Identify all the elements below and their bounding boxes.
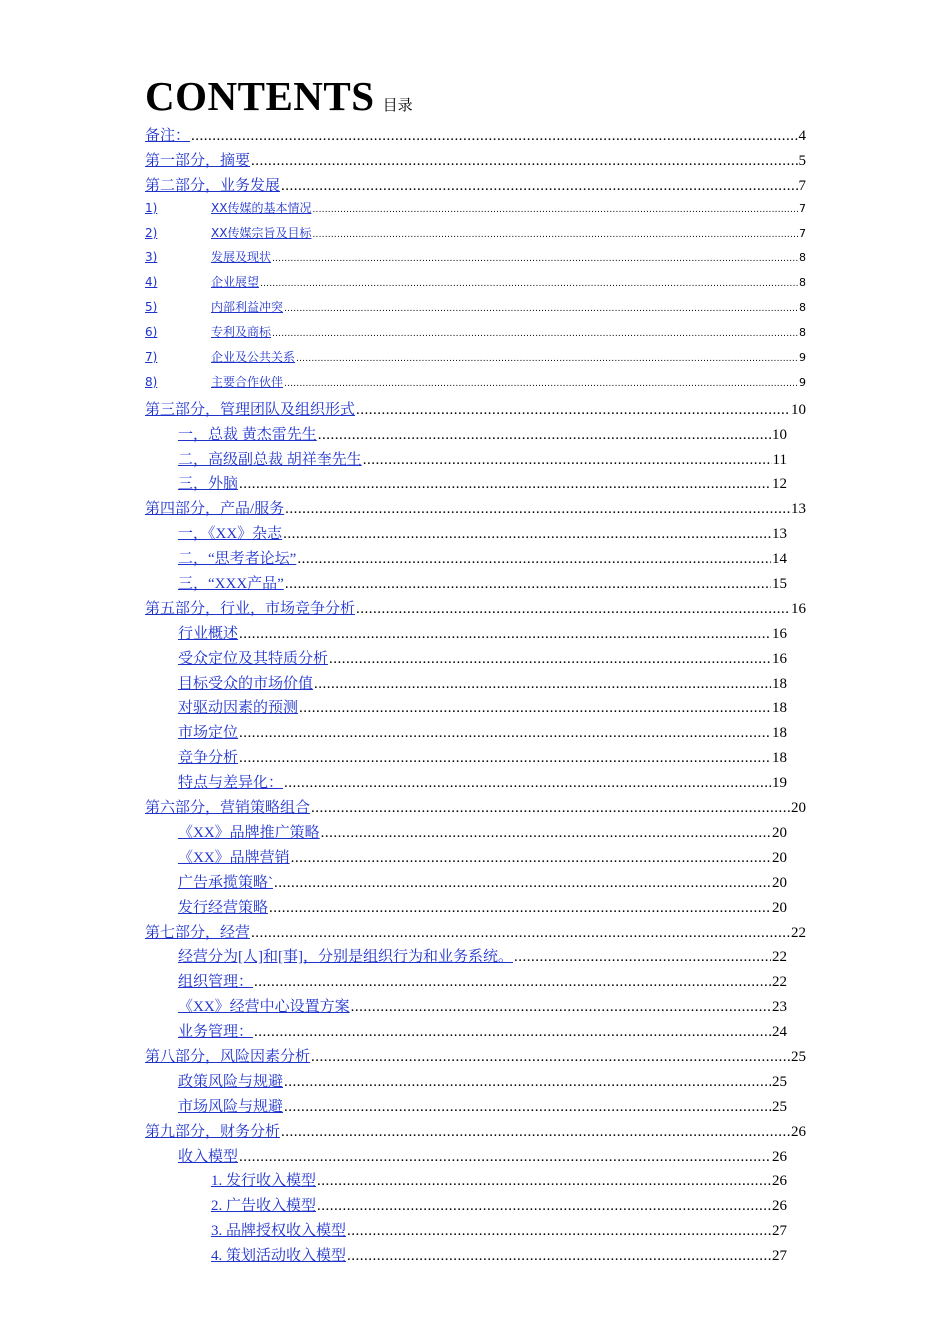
toc-dot-leader [281, 1124, 790, 1141]
toc-entry-link[interactable]: 一，《XX》杂志 [178, 526, 283, 543]
toc-entry-link[interactable]: XX传媒宗旨及目标 [211, 225, 312, 240]
contents-subtitle: 目录 [382, 96, 413, 114]
toc-page-number: 8 [799, 276, 806, 290]
toc-entry-number[interactable]: 1) [145, 200, 158, 215]
toc-entry-link[interactable]: 第七部分，经营 [145, 924, 251, 941]
toc-entry[interactable] [0, 572, 950, 597]
toc-dot-leader [191, 128, 797, 145]
toc-page-number: 18 [772, 700, 787, 717]
toc-entry-link[interactable]: 组织管理： [178, 974, 254, 991]
toc-page-number: 18 [772, 725, 787, 742]
toc-page-number: 25 [772, 1098, 787, 1115]
toc-entry[interactable] [0, 647, 950, 672]
toc-entry-number[interactable]: 2) [145, 225, 158, 240]
toc-entry[interactable] [0, 497, 950, 522]
toc-entry-link[interactable]: 1. 发行收入模型 [211, 1173, 317, 1190]
toc-dot-leader [347, 1223, 771, 1240]
toc-entry-link[interactable]: 政策风险与规避 [178, 1073, 284, 1090]
toc-dot-leader [284, 304, 798, 314]
toc-page-number: 13 [772, 526, 787, 543]
toc-page-number: 10 [791, 401, 806, 418]
toc-dot-leader [284, 379, 798, 389]
toc-entry-link[interactable]: 目标受众的市场价值 [178, 675, 314, 692]
toc-page-number: 26 [772, 1173, 787, 1190]
toc-page-number: 7 [798, 177, 806, 194]
toc-dot-leader [269, 900, 771, 917]
toc-entry[interactable] [0, 771, 950, 796]
toc-entry[interactable] [0, 995, 950, 1020]
toc-dot-leader [514, 949, 771, 966]
toc-entry-link[interactable]: 受众定位及其特质分析 [178, 650, 329, 667]
toc-page-number: 25 [772, 1073, 787, 1090]
toc-dot-leader [251, 925, 790, 942]
toc-entry-number[interactable]: 7) [145, 350, 158, 365]
toc-entry-link[interactable]: 3. 品牌授权收入模型 [211, 1223, 347, 1240]
toc-entry[interactable] [0, 1120, 950, 1145]
toc-dot-leader [356, 601, 790, 618]
toc-entry-link[interactable]: 2. 广告收入模型 [211, 1198, 317, 1215]
toc-page-number: 9 [799, 375, 806, 389]
toc-entry-link[interactable]: 专利及商标 [211, 325, 272, 340]
toc-page-number: 20 [772, 874, 787, 891]
toc-page-number: 27 [772, 1248, 787, 1265]
toc-entry-link[interactable]: 市场风险与规避 [178, 1098, 284, 1115]
toc-page-number: 20 [772, 899, 787, 916]
toc-dot-leader [311, 800, 790, 817]
toc-dot-leader [254, 974, 771, 991]
toc-entry-link[interactable]: 第九部分，财务分析 [145, 1123, 281, 1140]
toc-page-number: 18 [772, 750, 787, 767]
toc-entry-link[interactable]: 竞争分析 [178, 750, 239, 767]
toc-dot-leader [284, 775, 771, 792]
toc-entry[interactable] [0, 970, 950, 995]
toc-dot-leader [285, 501, 790, 518]
toc-entry-link[interactable]: 《XX》品牌营销 [178, 849, 290, 866]
toc-entry-link[interactable]: 发行经营策略 [178, 899, 269, 916]
toc-dot-leader [329, 651, 771, 668]
toc-entry[interactable] [0, 298, 950, 323]
toc-dot-leader [317, 1173, 771, 1190]
toc-entry[interactable] [0, 721, 950, 746]
toc-page-number: 20 [772, 824, 787, 841]
toc-entry-link[interactable]: 业务管理： [178, 1024, 254, 1041]
toc-entry-link[interactable]: 第八部分，风险因素分析 [145, 1048, 311, 1065]
toc-page-number: 5 [798, 152, 806, 169]
toc-page-number: 14 [772, 551, 787, 568]
toc-dot-leader [239, 626, 771, 643]
toc-entry-link[interactable]: 一，总裁 黄杰雷先生 [178, 426, 317, 443]
toc-entry-link[interactable]: 广告承揽策略` [178, 874, 273, 891]
toc-page-number: 13 [791, 501, 806, 518]
toc-entry-link[interactable]: 第二部分，业务发展 [145, 177, 281, 194]
toc-entry[interactable] [0, 149, 950, 174]
toc-entry[interactable] [0, 248, 950, 273]
toc-entry-link[interactable]: 第三部分，管理团队及组织形式 [145, 401, 356, 418]
toc-entry-link[interactable]: 内部利益冲突 [211, 300, 284, 315]
toc-page-number: 11 [772, 451, 787, 468]
toc-entry[interactable] [0, 448, 950, 473]
toc-entry-link[interactable]: 主要合作伙伴 [211, 374, 284, 389]
toc-entry-link[interactable]: 三，外脑 [178, 476, 239, 493]
toc-page-number: 16 [772, 625, 787, 642]
toc-dot-leader [351, 999, 771, 1016]
toc-page-number: 25 [791, 1048, 806, 1065]
toc-dot-leader [297, 551, 771, 568]
toc-entry[interactable] [0, 1095, 950, 1120]
toc-page-number: 26 [772, 1148, 787, 1165]
toc-page-number: 26 [791, 1123, 806, 1140]
toc-page-number: 8 [799, 251, 806, 265]
toc-entry[interactable] [0, 871, 950, 896]
toc-entry[interactable] [0, 373, 950, 398]
toc-page-number: 7 [799, 201, 806, 215]
toc-page-number: 9 [799, 351, 806, 365]
toc-entry-link[interactable]: 三，“XXX产品” [178, 576, 284, 593]
toc-entry-number[interactable]: 5) [145, 300, 158, 315]
toc-entry[interactable] [0, 224, 950, 249]
toc-page-number: 16 [772, 650, 787, 667]
toc-dot-leader [251, 153, 797, 170]
toc-dot-leader [284, 1074, 771, 1091]
toc-entry[interactable] [0, 896, 950, 921]
toc-page-number: 8 [799, 326, 806, 340]
toc-entry[interactable] [0, 597, 950, 622]
toc-entry-link[interactable]: 对驱动因素的预测 [178, 700, 299, 717]
toc-entry[interactable] [0, 622, 950, 647]
toc-entry-link[interactable]: 企业及公共关系 [211, 350, 296, 365]
toc-page-number: 22 [772, 974, 787, 991]
toc-entry-link[interactable]: 第四部分，产品/服务 [145, 501, 285, 518]
toc-entry-number[interactable]: 8) [145, 374, 158, 389]
toc-entry[interactable] [0, 1244, 950, 1269]
toc-page-number: 22 [791, 924, 806, 941]
toc-entry-number[interactable]: 3) [145, 250, 158, 265]
toc-dot-leader [239, 725, 771, 742]
contents-title: CONTENTS [145, 73, 375, 119]
toc-entry[interactable] [0, 945, 950, 970]
toc-dot-leader [285, 576, 771, 593]
toc-entry[interactable] [0, 472, 950, 497]
toc-dot-leader [260, 279, 798, 289]
toc-entry[interactable] [0, 796, 950, 821]
toc-page-number: 20 [791, 800, 806, 817]
toc-entry[interactable] [0, 846, 950, 871]
toc-entry-link[interactable]: 第六部分，营销策略组合 [145, 800, 311, 817]
toc-page-number: 18 [772, 675, 787, 692]
toc-dot-leader [312, 230, 798, 240]
toc-entry-link[interactable]: 企业展望 [211, 275, 260, 290]
toc-entry[interactable] [0, 672, 950, 697]
toc-entry-number[interactable]: 4) [145, 275, 158, 290]
table-of-contents [0, 124, 950, 1269]
toc-page-number: 8 [799, 301, 806, 315]
toc-entry[interactable] [0, 1020, 950, 1045]
toc-dot-leader [281, 178, 797, 195]
toc-entry-link[interactable]: 备注： [145, 128, 191, 144]
toc-entry-link[interactable]: 二，高级副总裁 胡祥奎先生 [178, 451, 362, 468]
toc-entry-link[interactable]: 市场定位 [178, 725, 239, 742]
toc-dot-leader [296, 354, 798, 364]
toc-dot-leader [254, 1024, 771, 1041]
toc-dot-leader [347, 1248, 771, 1265]
toc-dot-leader [274, 875, 771, 892]
toc-dot-leader [291, 850, 771, 867]
toc-page-number: 27 [772, 1223, 787, 1240]
toc-entry-link[interactable]: 《XX》品牌推广策略 [178, 824, 320, 841]
toc-dot-leader [311, 1049, 790, 1066]
toc-entry[interactable] [0, 821, 950, 846]
toc-entry[interactable] [0, 273, 950, 298]
toc-entry-link[interactable]: 《XX》经营中心设置方案 [178, 999, 350, 1016]
toc-entry-link[interactable]: 行业概述 [178, 625, 239, 642]
toc-dot-leader [283, 526, 771, 543]
toc-dot-leader [363, 452, 772, 469]
toc-entry[interactable] [0, 1070, 950, 1095]
toc-entry[interactable] [0, 746, 950, 771]
toc-dot-leader [318, 427, 771, 444]
toc-entry-link[interactable]: 收入模型 [178, 1148, 239, 1165]
toc-entry[interactable] [0, 921, 950, 946]
toc-page-number: 24 [772, 1024, 787, 1041]
toc-entry[interactable] [0, 1045, 950, 1070]
toc-dot-leader [356, 402, 790, 419]
toc-page-number: 4 [798, 128, 806, 144]
toc-dot-leader [321, 825, 771, 842]
toc-page-number: 26 [772, 1198, 787, 1215]
toc-entry-link[interactable]: 经营分为[人]和[事]，分别是组织行为和业务系统。 [178, 949, 513, 966]
toc-entry[interactable] [0, 522, 950, 547]
toc-dot-leader [314, 676, 771, 693]
toc-entry[interactable] [0, 1169, 950, 1194]
toc-dot-leader [312, 205, 798, 215]
toc-dot-leader [272, 254, 798, 264]
toc-page-number: 20 [772, 849, 787, 866]
toc-entry[interactable] [0, 398, 950, 423]
toc-entry[interactable] [0, 1145, 950, 1170]
toc-entry-link[interactable]: 4. 策划活动收入模型 [211, 1248, 347, 1265]
toc-entry[interactable] [0, 547, 950, 572]
toc-entry[interactable] [0, 1194, 950, 1219]
toc-page-number: 16 [791, 600, 806, 617]
toc-dot-leader [272, 329, 798, 339]
toc-page-number: 10 [772, 426, 787, 443]
toc-entry[interactable] [0, 423, 950, 448]
toc-dot-leader [317, 1198, 771, 1215]
toc-entry-link[interactable]: 第五部分，行业，市场竞争分析 [145, 600, 356, 617]
toc-entry-number[interactable]: 6) [145, 325, 158, 340]
toc-entry[interactable] [0, 323, 950, 348]
toc-entry[interactable] [0, 348, 950, 373]
toc-entry-link[interactable]: 第一部分，摘要 [145, 152, 251, 169]
toc-page-number: 19 [772, 775, 787, 792]
toc-entry[interactable] [0, 696, 950, 721]
toc-page-number: 15 [772, 576, 787, 593]
toc-dot-leader [239, 750, 771, 767]
toc-dot-leader [299, 700, 771, 717]
contents-heading [145, 73, 413, 119]
toc-page-number: 7 [799, 226, 806, 240]
toc-page-number: 12 [772, 476, 787, 493]
toc-entry[interactable] [0, 199, 950, 224]
toc-page-number: 22 [772, 949, 787, 966]
toc-entry-link[interactable]: XX传媒的基本情况 [211, 200, 312, 215]
toc-entry-link[interactable]: 发展及现状 [211, 250, 272, 265]
toc-entry[interactable] [0, 174, 950, 199]
toc-dot-leader [284, 1099, 771, 1116]
toc-entry[interactable] [0, 1219, 950, 1244]
toc-entry-link[interactable]: 二，“思考者论坛” [178, 551, 297, 568]
toc-page-number: 23 [772, 999, 787, 1016]
toc-dot-leader [239, 476, 771, 493]
toc-entry-link[interactable]: 特点与差异化： [178, 775, 284, 792]
toc-dot-leader [239, 1149, 771, 1166]
toc-entry[interactable] [0, 124, 950, 149]
